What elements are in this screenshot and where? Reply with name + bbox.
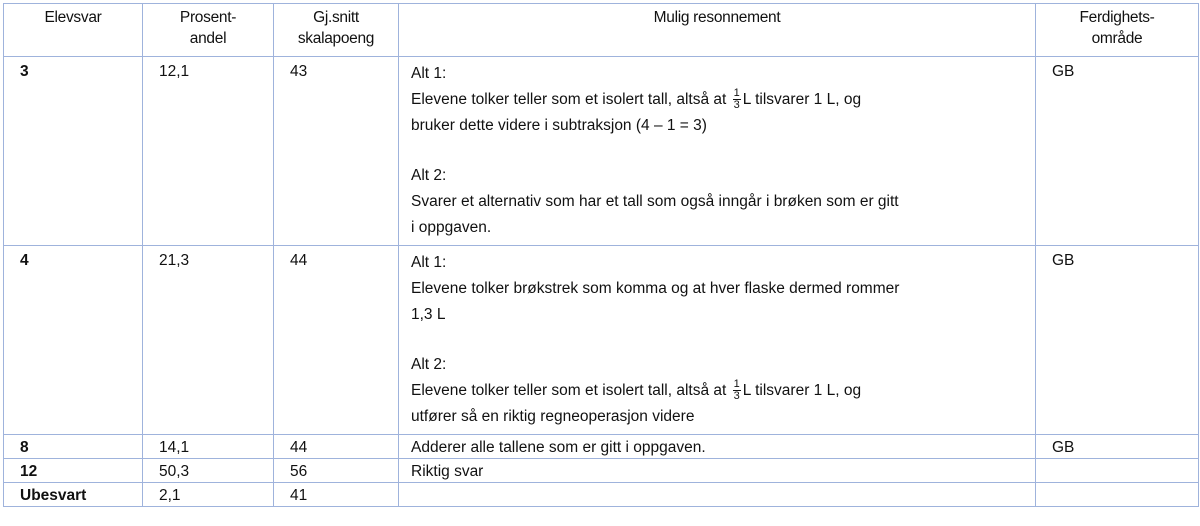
student-answers-table — [3, 3, 1199, 507]
alt1-text-line1: Elevene tolker teller som et isolert tall, altså at $\frac{1}{3}$ L tilsvarer 1 L, og — [411, 87, 862, 112]
table-row — [4, 435, 1199, 459]
alt2-text-line1: Svarer et alternativ som har et tall som også inngår i brøken som er gitt — [411, 193, 899, 210]
header-row — [4, 4, 1199, 57]
table-row — [4, 57, 1199, 246]
reasoning-cell — [399, 483, 1036, 507]
alt1-text-line1: Elevene tolker brøkstrek som komma og at hver flaske dermed rommer — [411, 280, 900, 297]
alt2-text-line1: Elevene tolker teller som et isolert tall, altså at $\frac{1}{3}$ L tilsvarer 1 L, og — [411, 378, 862, 403]
skill-area-cell — [1036, 459, 1199, 483]
percent-cell: 2,1 — [143, 483, 274, 507]
reasoning-cell — [399, 57, 1036, 246]
answer-cell: 12 — [4, 459, 143, 483]
fraction-one-third: $\frac{1}{3}$ — [733, 378, 740, 403]
alt1-text-line2: 1,3 L — [411, 306, 446, 323]
avg-score-cell: 44 — [274, 246, 399, 435]
skill-area-cell — [1036, 483, 1199, 507]
skill-area-cell: GB — [1036, 57, 1199, 246]
alt2-label: Alt 2: — [411, 167, 447, 184]
alt1-label: Alt 1: — [411, 254, 447, 271]
answer-cell: Ubesvart — [4, 483, 143, 507]
alt2-label: Alt 2: — [411, 356, 447, 373]
header-ferdighetsomrade: Ferdighets- område — [1036, 4, 1199, 57]
answer-cell: 8 — [4, 435, 143, 459]
header-elevsvar: Elevsvar — [4, 4, 143, 57]
avg-score-cell: 41 — [274, 483, 399, 507]
avg-score-cell: 43 — [274, 57, 399, 246]
table-row — [4, 246, 1199, 435]
percent-cell: 14,1 — [143, 435, 274, 459]
alt1-text-line2: bruker dette videre i subtraksjon (4 – 1 = 3) — [411, 117, 707, 134]
header-mulig-resonnement: Mulig resonnement — [399, 4, 1036, 57]
alt2-text-line2: i oppgaven. — [411, 219, 492, 236]
percent-cell: 50,3 — [143, 459, 274, 483]
table-row — [4, 483, 1199, 507]
reasoning-cell: Riktig svar — [399, 459, 1036, 483]
percent-cell: 12,1 — [143, 57, 274, 246]
avg-score-cell: 56 — [274, 459, 399, 483]
alt1-label: Alt 1: — [411, 65, 447, 82]
reasoning-cell — [399, 246, 1036, 435]
table-row — [4, 459, 1199, 483]
answer-cell: 3 — [4, 57, 143, 246]
header-gjsnitt-skalapoeng: Gj.snitt skalapoeng — [274, 4, 399, 57]
header-prosentandel: Prosent- andel — [143, 4, 274, 57]
skill-area-cell: GB — [1036, 246, 1199, 435]
skill-area-cell: GB — [1036, 435, 1199, 459]
answer-cell: 4 — [4, 246, 143, 435]
avg-score-cell: 44 — [274, 435, 399, 459]
reasoning-cell: Adderer alle tallene som er gitt i oppgaven. — [399, 435, 1036, 459]
percent-cell: 21,3 — [143, 246, 274, 435]
fraction-one-third: $\frac{1}{3}$ — [733, 87, 740, 112]
alt2-text-line2: utfører så en riktig regneoperasjon videre — [411, 408, 695, 425]
